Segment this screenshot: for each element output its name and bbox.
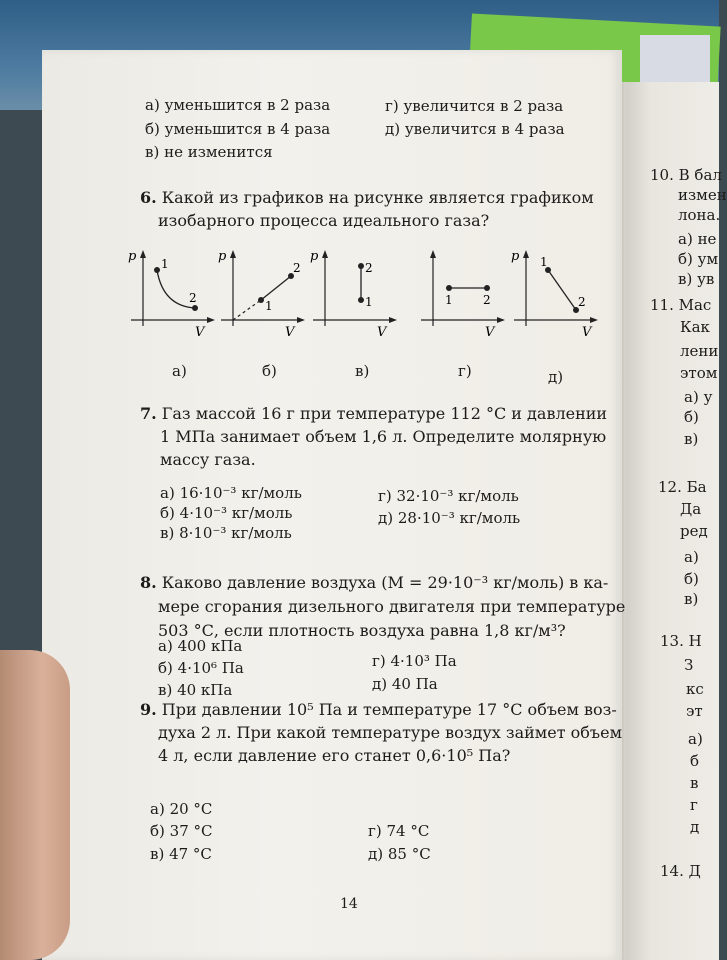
q8-option-v: в) 40 кПа — [158, 681, 233, 699]
right-q10: 10. В бал — [650, 166, 722, 184]
axis-p: p — [128, 249, 137, 264]
right-line: в) ув — [678, 270, 715, 288]
q7-option-v: в) 8·10⁻³ кг/моль — [160, 524, 292, 542]
right-q11: 11. Мас — [650, 296, 712, 314]
right-line: б) — [684, 408, 699, 426]
q6-line2: изобарного процесса идеального газа? — [158, 211, 490, 230]
right-line: Как — [680, 318, 710, 336]
q8-line3: 503 °С, если плотность воздуха равна 1,8 кг/м³? — [158, 621, 566, 640]
q7-line2: 1 МПа занимает объем 1,6 л. Определите молярную — [160, 427, 607, 446]
right-line: а) — [688, 730, 703, 748]
q9-option-d: д) 85 °С — [368, 845, 431, 863]
q6-number: 6. — [140, 188, 157, 207]
q8-text1: Каково давление воздуха (M = 29·10⁻³ кг/моль) в ка- — [161, 573, 609, 592]
axis-v: V — [285, 325, 295, 340]
axis-p: p — [218, 249, 227, 264]
axis-v: V — [582, 325, 592, 340]
q8-line1 — [140, 573, 608, 593]
right-line: З — [684, 656, 694, 674]
q8-option-g: г) 4·10³ Па — [372, 652, 457, 670]
right-line: этом — [680, 364, 718, 382]
right-line: лона. — [678, 206, 721, 224]
q8-number: 8. — [140, 573, 157, 592]
graph-d — [508, 244, 598, 340]
option-g: г) увеличится в 2 раза — [385, 97, 564, 115]
right-line: ред — [680, 522, 708, 540]
q7-option-d: д) 28·10⁻³ кг/моль — [378, 509, 521, 527]
point-2: 2 — [483, 293, 491, 307]
q9-option-g: г) 74 °С — [368, 822, 430, 840]
right-line: а) — [684, 548, 699, 566]
q7-line3: массу газа. — [160, 450, 256, 469]
right-line: г — [690, 796, 698, 814]
right-line: эт — [686, 702, 703, 720]
q9-number: 9. — [140, 700, 157, 719]
q9-option-v: в) 47 °С — [150, 845, 212, 863]
right-line: Да — [680, 500, 702, 518]
q7-option-b: б) 4·10⁻³ кг/моль — [160, 504, 293, 522]
graph-label-b: б) — [262, 362, 277, 380]
right-line: в) — [684, 430, 699, 448]
right-line: д — [690, 818, 700, 836]
graph-b — [215, 244, 305, 340]
q7-number: 7. — [140, 404, 157, 423]
point-2: 2 — [189, 291, 197, 305]
q8-option-a: а) 400 кПа — [158, 637, 243, 655]
right-line: лени — [680, 342, 719, 360]
q9-line3: 4 л, если давление его станет 0,6·10⁵ Па? — [158, 746, 511, 765]
option-d: д) увеличится в 4 раза — [385, 120, 565, 138]
q8-line2: мере сгорания дизельного двигателя при температуре — [158, 597, 626, 616]
q9-text1: При давлении 10⁵ Па и температуре 17 °С объем воз- — [161, 700, 617, 719]
axis-v: V — [485, 325, 495, 340]
q7-option-g: г) 32·10⁻³ кг/моль — [378, 487, 519, 505]
option-a: а) уменьшится в 2 раза — [145, 96, 331, 114]
right-line: в — [690, 774, 699, 792]
right-line: б) ум — [678, 250, 719, 268]
axis-p: p — [310, 249, 319, 264]
point-1: 1 — [161, 257, 169, 271]
point-1: 1 — [365, 295, 373, 309]
graph-label-v: в) — [355, 362, 370, 380]
right-q14: 14. Д — [660, 862, 701, 880]
right-line: измен — [678, 186, 727, 204]
axis-v: V — [195, 325, 205, 340]
right-q12: 12. Ба — [658, 478, 707, 496]
q9-option-a: а) 20 °С — [150, 800, 213, 818]
q8-option-d: д) 40 Па — [372, 675, 438, 693]
q9-option-b: б) 37 °С — [150, 822, 213, 840]
thumb — [0, 650, 70, 960]
graph-a — [125, 244, 215, 340]
option-v: в) не изменится — [145, 143, 273, 161]
axis-p: p — [511, 249, 520, 264]
q9-line2: духа 2 л. При какой температуре воздух займет объем — [158, 723, 623, 742]
q7-option-a: а) 16·10⁻³ кг/моль — [160, 484, 302, 502]
page-number: 14 — [340, 896, 358, 912]
right-line: в) — [684, 590, 699, 608]
q6-text1: Какой из графиков на рисунке является графиком — [161, 188, 594, 207]
q8-option-b: б) 4·10⁶ Па — [158, 659, 244, 677]
graph-g — [415, 244, 505, 340]
point-1: 1 — [445, 293, 453, 307]
right-line: кс — [686, 680, 704, 698]
point-1: 1 — [265, 299, 273, 313]
q9-line1 — [140, 700, 617, 720]
q7-text1: Газ массой 16 г при температуре 112 °С и давлении — [161, 404, 608, 423]
q6-line1 — [140, 188, 594, 208]
point-2: 2 — [365, 261, 373, 275]
axis-v: V — [377, 325, 387, 340]
point-2: 2 — [578, 295, 586, 309]
right-line: б — [690, 752, 700, 770]
right-q13: 13. Н — [660, 632, 702, 650]
option-b: б) уменьшится в 4 раза — [145, 120, 331, 138]
graph-label-g: г) — [458, 362, 472, 380]
right-line: а) у — [684, 388, 713, 406]
right-line: а) не — [678, 230, 717, 248]
right-line: б) — [684, 570, 699, 588]
graph-label-a: а) — [172, 362, 187, 380]
graph-label-d: д) — [548, 368, 564, 386]
q7-line1 — [140, 404, 607, 424]
left-page — [42, 50, 622, 960]
graph-v — [307, 244, 397, 340]
point-2: 2 — [293, 261, 301, 275]
point-1: 1 — [540, 255, 548, 269]
